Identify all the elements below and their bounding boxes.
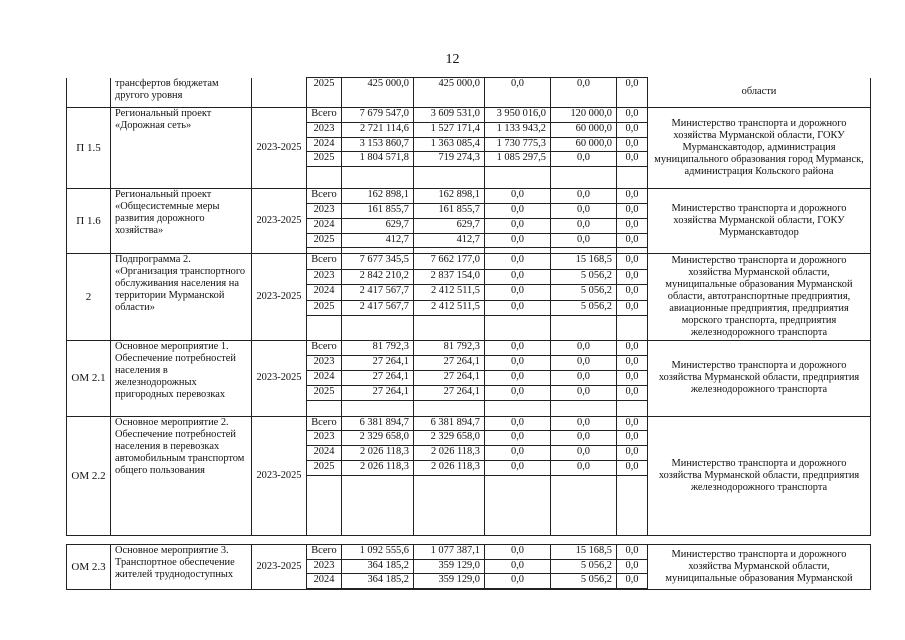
fund-cell: 3 609 531,0 [414,108,485,123]
executors-cell: Министерство транспорта и дорожного хозяйства Мурманской области, предприятия железнодорожного транспорта [648,341,871,416]
fund-cell: 425 000,0 [414,78,485,108]
fund-cell: 0,0 [485,269,551,284]
total-cell: 2 026 118,3 [342,460,414,475]
fund-cell: 15 168,5 [551,254,617,269]
fund-cell: 0,0 [551,189,617,204]
executors-cell: области [648,78,871,108]
empty-cell [485,167,551,189]
fund-cell: 2 026 118,3 [414,446,485,461]
page-number: 12 [445,52,460,67]
name-cell: Основное мероприятие 2. Обеспечение потребностей населения в перевозках автомобильным транспортом общего пользования [111,416,252,535]
empty-cell [307,316,342,341]
empty-cell [485,400,551,416]
budget-table [66,77,871,590]
fund-cell: 0,0 [485,203,551,218]
year-cell: Всего [307,341,342,356]
total-cell: 364 185,2 [342,574,414,589]
fund-cell: 0,0 [617,431,648,446]
executors-cell: Министерство транспорта и дорожного хозяйства Мурманской области, ГОКУ Мурманскавтодор, администрация муниципального образования город Мурманск, администрация Кольского района [648,108,871,189]
fund-cell: 15 168,5 [551,544,617,559]
year-cell: 2024 [307,446,342,461]
fund-cell: 0,0 [485,544,551,559]
fund-cell: 1 527 171,4 [414,122,485,137]
empty-cell [551,475,617,535]
fund-cell: 27 264,1 [414,370,485,385]
total-cell: 7 677 345,5 [342,254,414,269]
fund-cell: 629,7 [414,218,485,233]
total-cell: 161 855,7 [342,203,414,218]
total-cell: 27 264,1 [342,356,414,371]
fund-cell: 1 077 387,1 [414,544,485,559]
fund-cell: 0,0 [551,341,617,356]
fund-cell: 120 000,0 [551,108,617,123]
fund-cell: 0,0 [617,108,648,123]
fund-cell: 0,0 [485,356,551,371]
year-cell: Всего [307,108,342,123]
fund-cell: 0,0 [485,460,551,475]
fund-cell: 0,0 [617,233,648,248]
code-cell: ОМ 2.1 [67,341,111,416]
name-cell: трансфертов бюджетам другого уровня [111,78,252,108]
total-cell: 412,7 [342,233,414,248]
fund-cell: 5 056,2 [551,559,617,574]
fund-cell: 0,0 [551,431,617,446]
fund-cell: 1 363 085,4 [414,137,485,152]
fund-cell: 1 133 943,2 [485,122,551,137]
total-cell: 425 000,0 [342,78,414,108]
total-cell: 27 264,1 [342,385,414,400]
fund-cell: 2 026 118,3 [414,460,485,475]
year-cell: 2024 [307,370,342,385]
total-cell: 162 898,1 [342,189,414,204]
fund-cell: 0,0 [485,559,551,574]
code-cell: П 1.6 [67,189,111,254]
fund-cell: 2 837 154,0 [414,269,485,284]
total-cell: 2 417 567,7 [342,300,414,315]
fund-cell: 0,0 [617,300,648,315]
fund-cell: 0,0 [617,574,648,589]
fund-cell: 0,0 [551,233,617,248]
table-row [67,416,871,431]
program-blocks [67,108,871,590]
name-cell: Региональный проект «Дорожная сеть» [111,108,252,189]
fund-cell: 2 329 658,0 [414,431,485,446]
table-row [67,78,871,108]
empty-cell [414,589,485,590]
period-cell: 2023-2025 [252,544,307,589]
name-cell: Региональный проект «Общесистемные меры развития дорожного хозяйства» [111,189,252,254]
empty-cell [414,400,485,416]
code-cell: П 1.5 [67,108,111,189]
year-cell: 2023 [307,559,342,574]
empty-cell [342,316,414,341]
fund-cell: 359 129,0 [414,559,485,574]
executors-cell: Министерство транспорта и дорожного хозяйства Мурманской области, муниципальные образования Мурманской области, автотранспортные предприятия, авиационные предприятия, предприятия морского транспорта, предприятия железнодорожного транспорта [648,254,871,341]
fund-cell: 0,0 [551,370,617,385]
year-cell: 2025 [307,385,342,400]
fund-cell: 0,0 [551,385,617,400]
total-cell: 3 153 860,7 [342,137,414,152]
year-cell: 2024 [307,574,342,589]
fund-cell: 0,0 [485,416,551,431]
fund-cell: 0,0 [485,341,551,356]
code-cell: 2 [67,254,111,341]
year-cell: Всего [307,544,342,559]
fund-cell: 0,0 [485,233,551,248]
fund-cell: 0,0 [617,544,648,559]
empty-cell [307,167,342,189]
empty-cell [307,400,342,416]
fund-cell: 0,0 [551,218,617,233]
fund-cell: 412,7 [414,233,485,248]
table-row [67,108,871,123]
empty-cell [307,589,342,590]
total-cell: 2 842 210,2 [342,269,414,284]
total-cell: 364 185,2 [342,559,414,574]
fund-cell: 0,0 [617,254,648,269]
fund-cell: 7 662 177,0 [414,254,485,269]
table-row [67,189,871,204]
fund-cell: 1 730 775,3 [485,137,551,152]
table-gap [67,535,871,544]
fund-cell: 359 129,0 [414,574,485,589]
fund-cell: 0,0 [617,78,648,108]
fund-cell: 0,0 [617,460,648,475]
fund-cell: 81 792,3 [414,341,485,356]
fund-cell: 0,0 [551,460,617,475]
fund-cell: 0,0 [617,559,648,574]
year-cell: 2024 [307,137,342,152]
fund-cell: 5 056,2 [551,300,617,315]
total-cell: 629,7 [342,218,414,233]
fund-cell: 5 056,2 [551,285,617,300]
year-cell: Всего [307,254,342,269]
period-cell: 2023-2025 [252,108,307,189]
year-cell: Всего [307,416,342,431]
executors-cell: Министерство транспорта и дорожного хозяйства Мурманской области, муниципальные образования Мурманской [648,544,871,589]
fund-cell: 2 412 511,5 [414,285,485,300]
fund-cell: 0,0 [617,137,648,152]
fund-cell: 719 274,3 [414,152,485,167]
fund-cell: 0,0 [551,78,617,108]
fund-cell: 60 000,0 [551,137,617,152]
executors-cell: Министерство транспорта и дорожного хозяйства Мурманской области, предприятия железнодорожного транспорта [648,416,871,535]
empty-cell [414,316,485,341]
year-cell: 2023 [307,431,342,446]
total-cell: 2 329 658,0 [342,431,414,446]
year-cell: Всего [307,189,342,204]
fund-cell: 0,0 [617,189,648,204]
fund-cell: 0,0 [617,122,648,137]
empty-cell [342,589,414,590]
year-cell: 2023 [307,203,342,218]
fund-cell: 3 950 016,0 [485,108,551,123]
total-cell: 27 264,1 [342,370,414,385]
year-cell: 2023 [307,269,342,284]
empty-cell [485,589,551,590]
fund-cell: 0,0 [617,341,648,356]
year-cell: 2025 [307,460,342,475]
empty-cell [551,167,617,189]
fund-cell: 161 855,7 [414,203,485,218]
year-cell: 2023 [307,122,342,137]
executors-cell: Министерство транспорта и дорожного хозяйства Мурманской области, ГОКУ Мурманскавтодор [648,189,871,254]
code-cell [67,78,111,108]
fund-cell: 5 056,2 [551,574,617,589]
empty-cell [551,589,617,590]
total-cell: 6 381 894,7 [342,416,414,431]
fund-cell: 0,0 [617,356,648,371]
gap-cell [67,535,871,544]
empty-cell [617,475,648,535]
fund-cell: 1 085 297,5 [485,152,551,167]
total-cell: 1 804 571,8 [342,152,414,167]
fund-cell: 0,0 [485,218,551,233]
year-cell: 2025 [307,300,342,315]
fund-cell: 0,0 [617,218,648,233]
empty-cell [485,475,551,535]
fund-cell: 0,0 [617,269,648,284]
fund-cell: 0,0 [485,189,551,204]
period-cell: 2023-2025 [252,254,307,341]
table-row [67,544,871,559]
fund-cell: 60 000,0 [551,122,617,137]
fund-cell: 0,0 [551,152,617,167]
empty-cell [342,475,414,535]
table-row [67,341,871,356]
fund-cell: 0,0 [551,203,617,218]
fund-cell: 5 056,2 [551,269,617,284]
fund-cell: 0,0 [485,574,551,589]
fund-cell: 0,0 [485,370,551,385]
fund-cell: 27 264,1 [414,385,485,400]
name-cell: Основное мероприятие 1. Обеспечение потребностей населения в железнодорожных пригородных перевозках [111,341,252,416]
total-cell: 2 721 114,6 [342,122,414,137]
period-cell: 2023-2025 [252,189,307,254]
period-cell: 2023-2025 [252,416,307,535]
total-cell: 81 792,3 [342,341,414,356]
empty-cell [617,167,648,189]
fund-cell: 0,0 [617,446,648,461]
year-cell: 2024 [307,285,342,300]
year-cell: 2023 [307,356,342,371]
empty-cell [551,316,617,341]
period-cell [252,78,307,108]
year-cell: 2024 [307,218,342,233]
fund-cell: 0,0 [485,431,551,446]
empty-cell [617,589,648,590]
fund-cell: 0,0 [551,416,617,431]
total-cell: 7 679 547,0 [342,108,414,123]
fund-cell: 0,0 [617,385,648,400]
fund-cell: 0,0 [617,370,648,385]
empty-cell [414,167,485,189]
fund-cell: 2 412 511,5 [414,300,485,315]
total-cell: 2 417 567,7 [342,285,414,300]
empty-cell [551,400,617,416]
name-cell: Подпрограмма 2. «Организация транспортного обслуживания населения на территории Мурманской области» [111,254,252,341]
fund-cell: 0,0 [485,300,551,315]
total-cell: 1 092 555,6 [342,544,414,559]
period-cell: 2023-2025 [252,341,307,416]
empty-cell [342,167,414,189]
fund-cell: 162 898,1 [414,189,485,204]
fund-cell: 6 381 894,7 [414,416,485,431]
fund-cell: 0,0 [617,203,648,218]
year-cell: 2025 [307,233,342,248]
fund-cell: 0,0 [485,385,551,400]
table-row [67,254,871,269]
empty-cell [617,316,648,341]
year-cell: 2025 [307,152,342,167]
code-cell: ОМ 2.3 [67,544,111,589]
empty-cell [342,400,414,416]
year-cell: 2025 [307,78,342,108]
fund-cell: 0,0 [617,285,648,300]
fund-cell: 0,0 [485,254,551,269]
fund-cell: 0,0 [617,416,648,431]
empty-cell [414,475,485,535]
fund-cell: 0,0 [485,446,551,461]
total-cell: 2 026 118,3 [342,446,414,461]
fund-cell: 0,0 [617,152,648,167]
fund-cell: 27 264,1 [414,356,485,371]
empty-cell [307,475,342,535]
code-cell: ОМ 2.2 [67,416,111,535]
name-cell: Основное мероприятие 3. Транспортное обеспечение жителей труднодоступных [111,544,252,589]
fund-cell: 0,0 [551,446,617,461]
empty-cell [617,400,648,416]
fund-cell: 0,0 [485,78,551,108]
fund-cell: 0,0 [551,356,617,371]
fund-cell: 0,0 [485,285,551,300]
empty-cell [485,316,551,341]
